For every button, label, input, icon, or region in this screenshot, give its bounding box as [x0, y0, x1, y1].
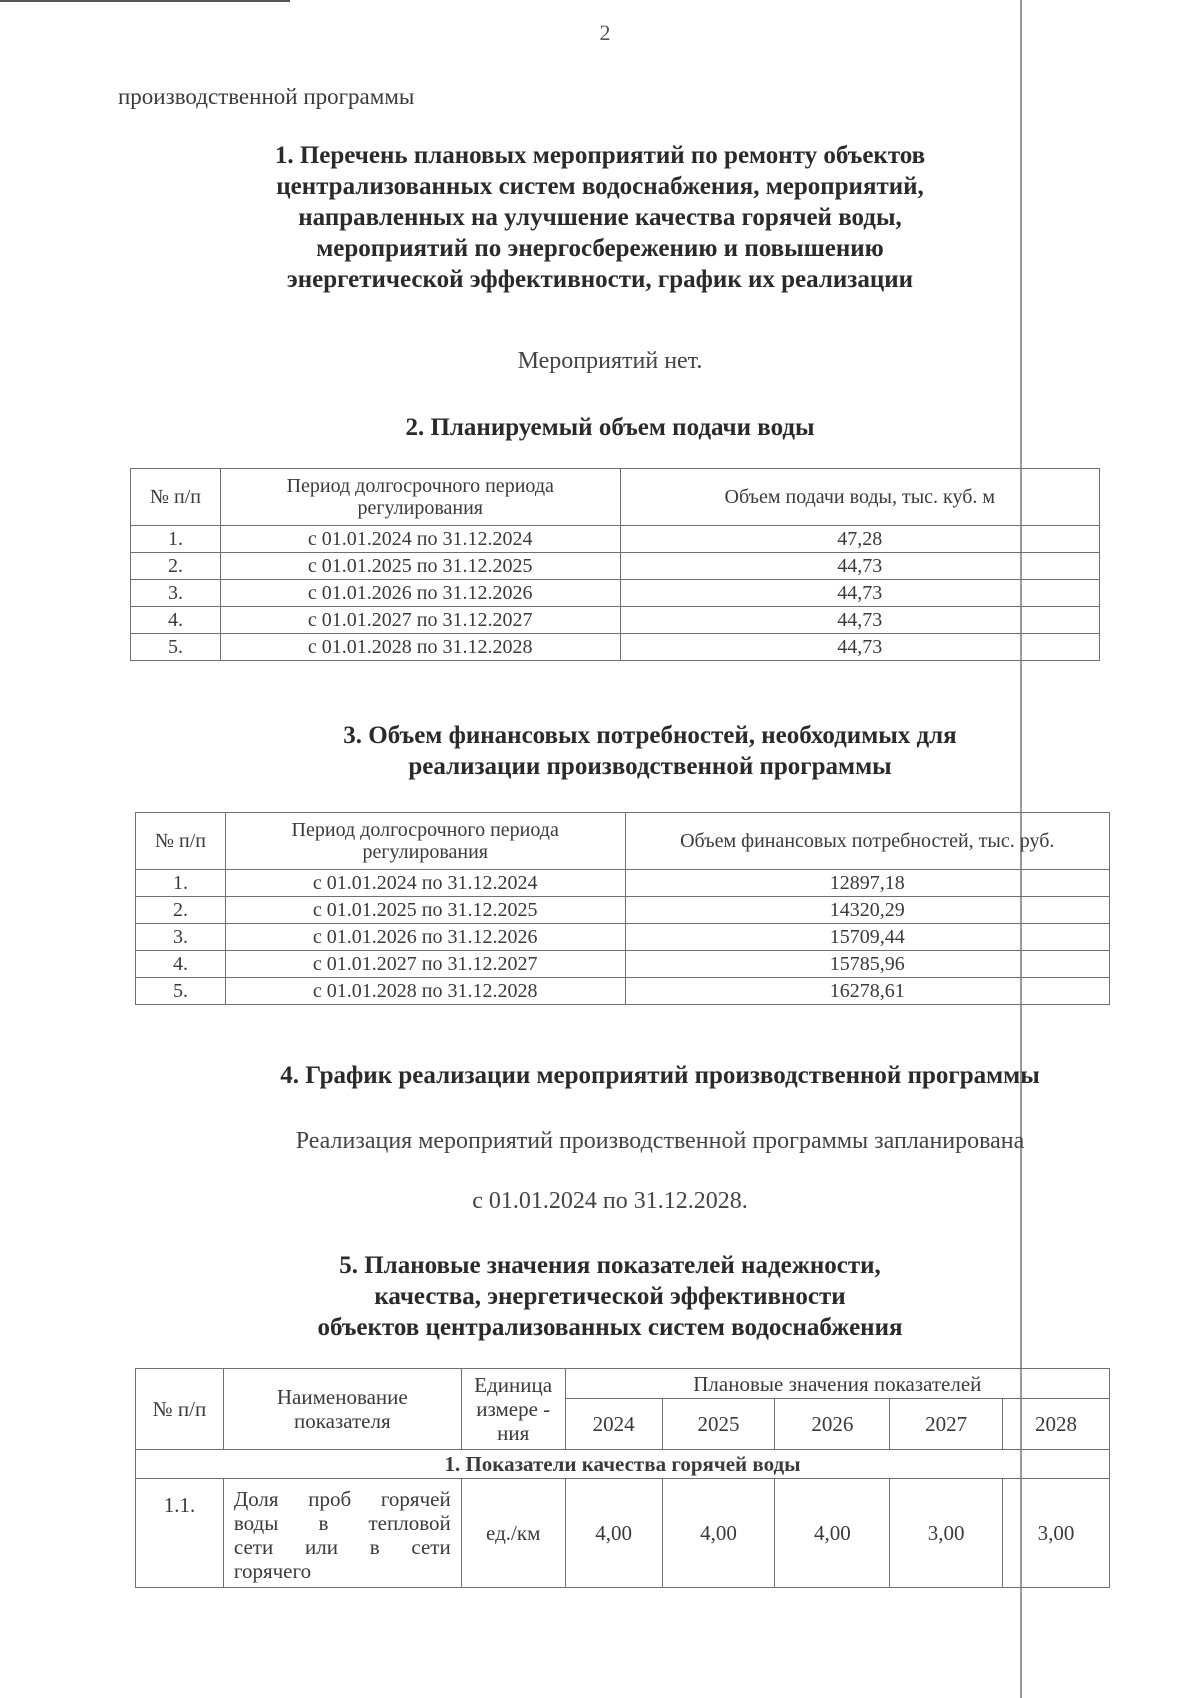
header-year: 2028 — [1003, 1399, 1110, 1450]
group-row — [136, 1450, 1110, 1479]
section1-title-line: мероприятий по энергосбережению и повышению — [316, 235, 884, 262]
table-row — [136, 924, 1110, 951]
section3-title-line: 3. Объем финансовых потребностей, необходимых для — [343, 722, 957, 749]
table-row — [136, 870, 1110, 897]
header-period: Период долгосрочного периода регулирования — [220, 469, 620, 526]
indicators-table — [135, 1368, 1110, 1588]
row-value: 44,73 — [620, 634, 1099, 661]
row-value: 4,00 — [775, 1479, 890, 1588]
row-indicator-name — [223, 1479, 461, 1588]
table-row — [136, 1479, 1110, 1588]
row-period: с 01.01.2026 по 31.12.2026 — [220, 580, 620, 607]
table-row — [136, 951, 1110, 978]
row-value: 14320,29 — [625, 897, 1109, 924]
row-value: 44,73 — [620, 580, 1099, 607]
section1-text: Мероприятий нет. — [517, 348, 703, 374]
header-year: 2027 — [890, 1399, 1003, 1450]
section5-title-line: объектов централизованных систем водоснабжения — [317, 1314, 903, 1341]
header-num: № п/п — [136, 1369, 224, 1450]
row-unit: ед./км — [461, 1479, 565, 1588]
row-value: 15709,44 — [625, 924, 1109, 951]
header-finance: Объем финансовых потребностей, тыс. руб. — [625, 813, 1109, 870]
header-indicator-name: Наименование показателя — [223, 1369, 461, 1450]
row-num: 3. — [131, 580, 221, 607]
header-planned-values: Плановые значения показателей — [565, 1369, 1109, 1399]
row-period: с 01.01.2025 по 31.12.2025 — [225, 897, 625, 924]
row-num: 1.1. — [136, 1479, 224, 1588]
row-num: 5. — [131, 634, 221, 661]
section1-title-line: 1. Перечень плановых мероприятий по ремонту объектов — [274, 142, 926, 169]
section5-title-line: качества, энергетической эффективности — [374, 1283, 846, 1310]
row-num: 3. — [136, 924, 226, 951]
section1-title-line: направленных на улучшение качества горячей воды, — [298, 204, 902, 231]
finance-needs-table — [135, 812, 1110, 1005]
row-period: с 01.01.2024 по 31.12.2024 — [225, 870, 625, 897]
row-value: 3,00 — [1003, 1479, 1110, 1588]
indicator-name-line: воды в тепловой — [233, 1511, 451, 1535]
row-value: 3,00 — [890, 1479, 1003, 1588]
indicator-name-line: Доля проб горячей — [233, 1487, 451, 1511]
row-value: 44,73 — [620, 553, 1099, 580]
row-period: с 01.01.2028 по 31.12.2028 — [225, 978, 625, 1005]
header-year: 2024 — [565, 1399, 662, 1450]
section4-text-line2: с 01.01.2024 по 31.12.2028. — [472, 1188, 748, 1214]
header-period: Период долгосрочного периода регулирования — [225, 813, 625, 870]
header-num: № п/п — [131, 469, 221, 526]
row-period: с 01.01.2026 по 31.12.2026 — [225, 924, 625, 951]
row-value: 44,73 — [620, 607, 1099, 634]
row-period: с 01.01.2024 по 31.12.2024 — [220, 526, 620, 553]
row-num: 4. — [136, 951, 226, 978]
section5-title-line: 5. Плановые значения показателей надежности, — [339, 1252, 881, 1279]
group-title: 1. Показатели качества горячей воды — [136, 1450, 1110, 1479]
section2-title: 2. Планируемый объем подачи воды — [405, 414, 815, 441]
section4-title: 4. График реализации мероприятий производственной программы — [280, 1062, 1040, 1089]
table-header-row — [131, 469, 1100, 526]
intro-text: производственной программы — [118, 84, 415, 109]
indicator-name-line: сети или в сети — [233, 1535, 451, 1559]
section1-title-line: централизованных систем водоснабжения, мероприятий, — [276, 173, 924, 200]
section1-title — [150, 140, 1050, 295]
indicator-name-line: горячего — [233, 1559, 312, 1583]
header-year: 2026 — [775, 1399, 890, 1450]
table-row — [131, 553, 1100, 580]
table-row — [131, 634, 1100, 661]
row-period: с 01.01.2028 по 31.12.2028 — [220, 634, 620, 661]
section1-title-line: энергетической эффективности, график их реализации — [286, 266, 914, 293]
table-row — [131, 607, 1100, 634]
row-value: 12897,18 — [625, 870, 1109, 897]
row-value: 47,28 — [620, 526, 1099, 553]
section4-text-line1: Реализация мероприятий производственной программы запланирована — [295, 1128, 1025, 1154]
table-row — [131, 580, 1100, 607]
header-unit: Единица измере - ния — [461, 1369, 565, 1450]
row-num: 1. — [131, 526, 221, 553]
row-value: 15785,96 — [625, 951, 1109, 978]
row-num: 2. — [136, 897, 226, 924]
row-value: 4,00 — [565, 1479, 662, 1588]
table-row — [136, 978, 1110, 1005]
row-num: 5. — [136, 978, 226, 1005]
row-period: с 01.01.2027 по 31.12.2027 — [220, 607, 620, 634]
page-number: 2 — [599, 20, 611, 45]
table-header-row — [136, 1369, 1110, 1399]
row-num: 2. — [131, 553, 221, 580]
scan-edge-line — [0, 0, 290, 2]
header-volume: Объем подачи воды, тыс. куб. м — [620, 469, 1099, 526]
supply-volume-table — [130, 468, 1100, 661]
row-value: 16278,61 — [625, 978, 1109, 1005]
table-row — [131, 526, 1100, 553]
row-value: 4,00 — [662, 1479, 775, 1588]
row-num: 4. — [131, 607, 221, 634]
table-header-row — [136, 813, 1110, 870]
header-year: 2025 — [662, 1399, 775, 1450]
section5-title — [230, 1250, 990, 1343]
row-num: 1. — [136, 870, 226, 897]
section3-title-line: реализации производственной программы — [408, 753, 892, 780]
section3-title — [280, 720, 1020, 782]
row-period: с 01.01.2027 по 31.12.2027 — [225, 951, 625, 978]
header-num: № п/п — [136, 813, 226, 870]
table-row — [136, 897, 1110, 924]
row-period: с 01.01.2025 по 31.12.2025 — [220, 553, 620, 580]
